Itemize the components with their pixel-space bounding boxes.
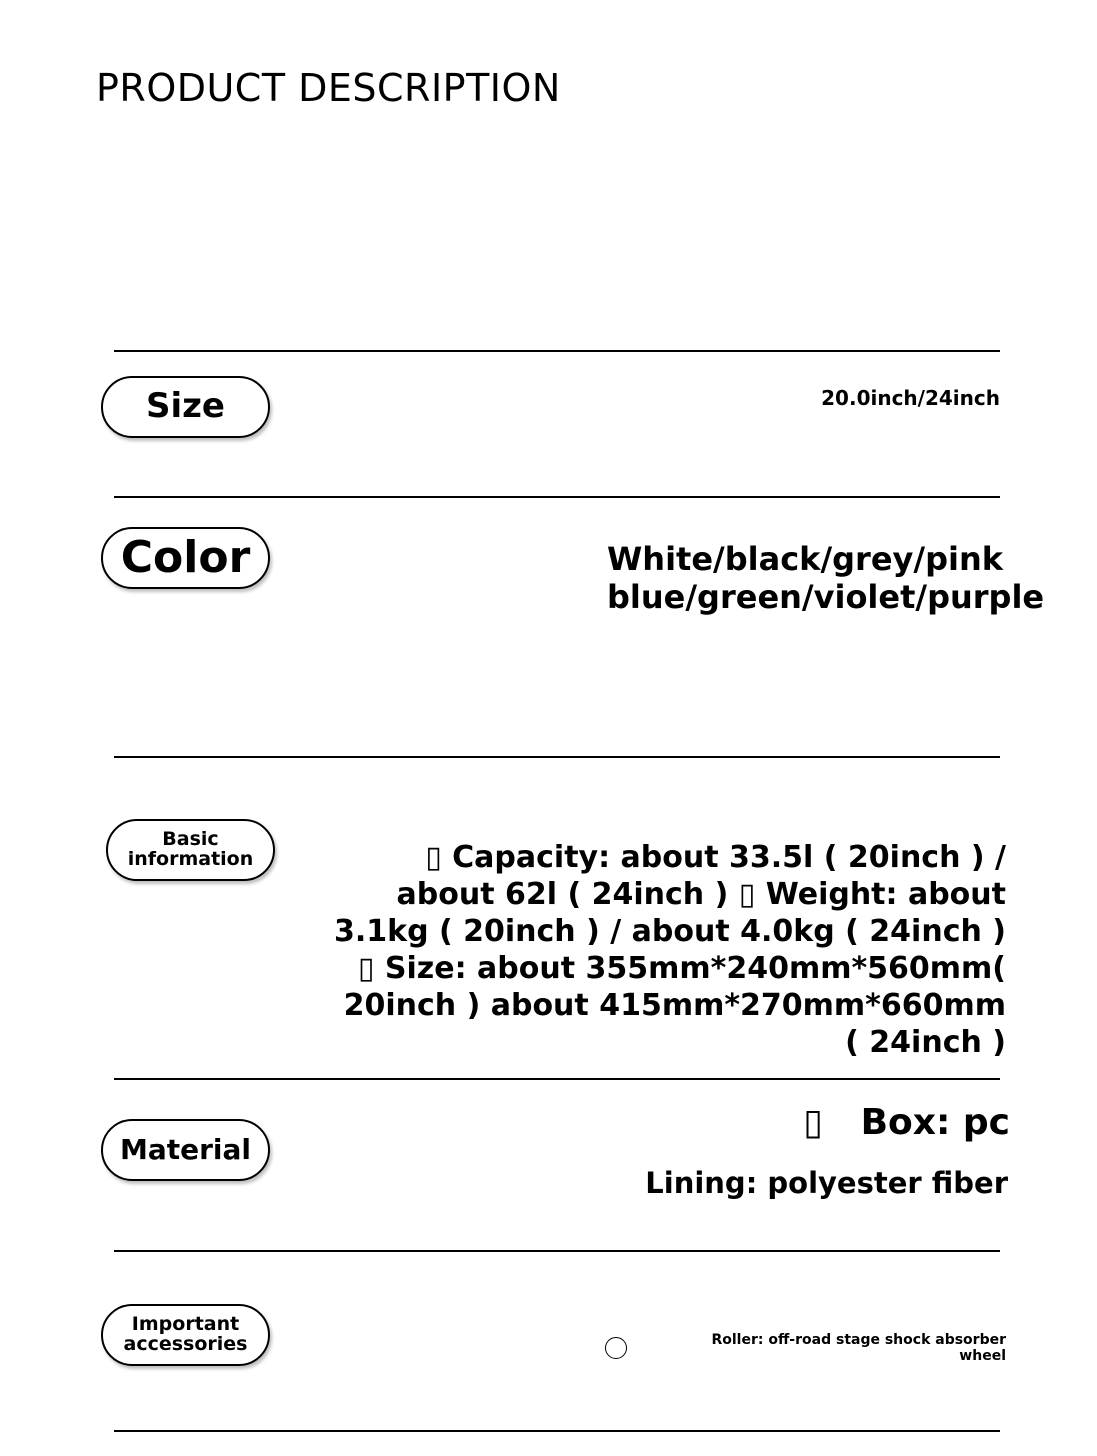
basic-info-label-pill (106, 819, 275, 881)
material-label-pill (101, 1119, 270, 1181)
size-label-pill (101, 376, 270, 438)
roller-line-1: Roller: off-road stage shock absorber (711, 1332, 1006, 1348)
color-label-pill (101, 527, 270, 589)
divider-after-size (114, 496, 1000, 498)
divider-top (114, 350, 1000, 352)
page-title: PRODUCT DESCRIPTION (96, 66, 561, 110)
divider-bottom (114, 1430, 1000, 1432)
accessories-label-line-1: Important (131, 1313, 240, 1336)
divider-after-material (114, 1250, 1000, 1252)
basic-info-line-2: about 62l ( 24inch ) ▯ Weight: about (396, 877, 1006, 912)
basic-info-line-5: 20inch ) about 415mm*270mm*660mm (343, 988, 1006, 1023)
roller-line-2: wheel (959, 1348, 1006, 1364)
accessories-label-line-2: accessories (123, 1333, 248, 1355)
basic-info-line-1: ▯ Capacity: about 33.5l ( 20inch ) / (425, 840, 1006, 875)
color-values-line-2: blue/green/violet/purple (607, 578, 1045, 616)
color-label: Color (120, 531, 251, 583)
color-values-line-1: White/black/grey/pink (607, 540, 1004, 578)
size-label: Size (146, 386, 225, 427)
accessories-roller-text (711, 1332, 1006, 1364)
basic-info-text (334, 839, 1006, 1061)
divider-after-basic (114, 1078, 1000, 1080)
circle-icon (605, 1337, 627, 1359)
color-values (607, 540, 1044, 616)
accessories-label-pill (101, 1304, 270, 1366)
basic-info-line-4: ▯ Size: about 355mm*240mm*560mm( (357, 951, 1006, 986)
material-lining: Lining: polyester fiber (645, 1166, 1008, 1200)
divider-after-color (114, 756, 1000, 758)
basic-info-line-6: ( 24inch ) (845, 1025, 1006, 1060)
basic-info-line-3: 3.1kg ( 20inch ) / about 4.0kg ( 24inch ) (333, 914, 1006, 949)
material-box: ▯ Box: pc (803, 1102, 1010, 1143)
size-value: 20.0inch/24inch (821, 386, 1000, 410)
material-label: Material (119, 1133, 252, 1167)
basic-info-label-line-2: information (127, 848, 254, 870)
basic-info-label-line-1: Basic (162, 828, 219, 851)
